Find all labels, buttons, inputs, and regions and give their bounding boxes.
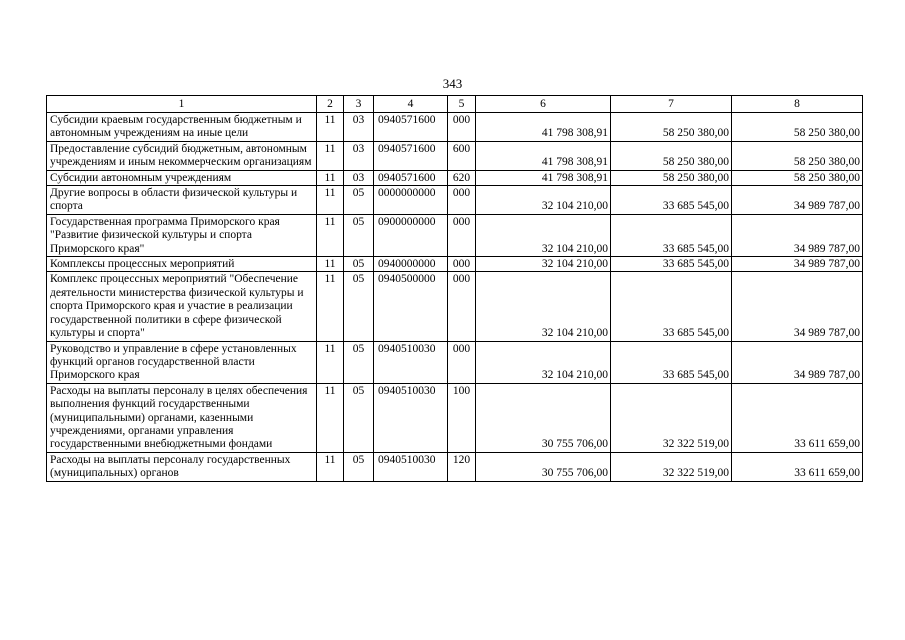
expense-type-cell: 100 — [448, 383, 476, 452]
expense-type-cell: 000 — [448, 272, 476, 341]
target-article-cell: 0940510030 — [374, 341, 448, 383]
amount-col6-cell: 30 755 706,00 — [476, 383, 611, 452]
budget-table — [46, 95, 863, 482]
amount-col7-cell: 33 685 545,00 — [611, 214, 732, 256]
section-code-cell: 11 — [317, 141, 344, 170]
subsection-code-cell: 05 — [344, 452, 374, 481]
expense-name-cell: Субсидии автономным учреждениям — [47, 170, 317, 185]
amount-col8-cell: 34 989 787,00 — [732, 257, 863, 272]
expense-type-cell: 600 — [448, 141, 476, 170]
amount-col8-cell: 33 611 659,00 — [732, 383, 863, 452]
section-code-cell: 11 — [317, 272, 344, 341]
amount-col6-cell: 32 104 210,00 — [476, 341, 611, 383]
table-row — [47, 141, 863, 170]
amount-col7-cell: 32 322 519,00 — [611, 452, 732, 481]
expense-name-cell: Расходы на выплаты персоналу в целях обеспечения выполнения функций государственными (муниципальными) органами, казенными учреждениями, органами управления государственными внебюджетными фондами — [47, 383, 317, 452]
target-article-cell: 0940510030 — [374, 383, 448, 452]
amount-col7-cell: 58 250 380,00 — [611, 170, 732, 185]
amount-col6-cell: 32 104 210,00 — [476, 272, 611, 341]
target-article-cell: 0940500000 — [374, 272, 448, 341]
expense-type-cell: 000 — [448, 113, 476, 142]
amount-col8-cell: 58 250 380,00 — [732, 170, 863, 185]
expense-type-cell: 000 — [448, 214, 476, 256]
amount-col8-cell: 33 611 659,00 — [732, 452, 863, 481]
amount-col7-cell: 33 685 545,00 — [611, 186, 732, 215]
section-code-cell: 11 — [317, 113, 344, 142]
target-article-cell: 0940571600 — [374, 141, 448, 170]
expense-name-cell: Субсидии краевым государственным бюджетным и автономным учреждениям на иные цели — [47, 113, 317, 142]
target-article-cell: 0900000000 — [374, 214, 448, 256]
table-row — [47, 452, 863, 481]
expense-type-cell: 120 — [448, 452, 476, 481]
expense-name-cell: Руководство и управление в сфере установленных функций органов государственной власти Приморского края — [47, 341, 317, 383]
header-cell: 7 — [611, 96, 732, 113]
target-article-cell: 0940571600 — [374, 170, 448, 185]
expense-type-cell: 620 — [448, 170, 476, 185]
subsection-code-cell: 05 — [344, 383, 374, 452]
expense-type-cell: 000 — [448, 257, 476, 272]
subsection-code-cell: 03 — [344, 170, 374, 185]
subsection-code-cell: 05 — [344, 272, 374, 341]
section-code-cell: 11 — [317, 257, 344, 272]
amount-col6-cell: 41 798 308,91 — [476, 170, 611, 185]
target-article-cell: 0940510030 — [374, 452, 448, 481]
section-code-cell: 11 — [317, 383, 344, 452]
amount-col6-cell: 41 798 308,91 — [476, 113, 611, 142]
amount-col6-cell: 41 798 308,91 — [476, 141, 611, 170]
subsection-code-cell: 03 — [344, 113, 374, 142]
target-article-cell: 0940571600 — [374, 113, 448, 142]
amount-col6-cell: 32 104 210,00 — [476, 257, 611, 272]
subsection-code-cell: 05 — [344, 186, 374, 215]
page-number: 343 — [442, 76, 463, 91]
expense-type-cell: 000 — [448, 186, 476, 215]
amount-col6-cell: 32 104 210,00 — [476, 214, 611, 256]
section-code-cell: 11 — [317, 341, 344, 383]
header-cell: 5 — [448, 96, 476, 113]
section-code-cell: 11 — [317, 186, 344, 215]
amount-col7-cell: 33 685 545,00 — [611, 272, 732, 341]
table-row — [47, 113, 863, 142]
expense-name-cell: Предоставление субсидий бюджетным, автономным учреждениям и иным некоммерческим организациям — [47, 141, 317, 170]
section-code-cell: 11 — [317, 214, 344, 256]
target-article-cell: 0000000000 — [374, 186, 448, 215]
amount-col8-cell: 34 989 787,00 — [732, 214, 863, 256]
header-cell: 8 — [732, 96, 863, 113]
amount-col7-cell: 33 685 545,00 — [611, 257, 732, 272]
amount-col8-cell: 58 250 380,00 — [732, 113, 863, 142]
amount-col6-cell: 30 755 706,00 — [476, 452, 611, 481]
amount-col8-cell: 34 989 787,00 — [732, 272, 863, 341]
section-code-cell: 11 — [317, 170, 344, 185]
table-row — [47, 272, 863, 341]
amount-col7-cell: 58 250 380,00 — [611, 113, 732, 142]
expense-name-cell: Расходы на выплаты персоналу государственных (муниципальных) органов — [47, 452, 317, 481]
subsection-code-cell: 05 — [344, 214, 374, 256]
amount-col7-cell: 58 250 380,00 — [611, 141, 732, 170]
amount-col8-cell: 58 250 380,00 — [732, 141, 863, 170]
expense-name-cell: Государственная программа Приморского края "Развитие физической культуры и спорта Приморского края" — [47, 214, 317, 256]
amount-col6-cell: 32 104 210,00 — [476, 186, 611, 215]
target-article-cell: 0940000000 — [374, 257, 448, 272]
table-row — [47, 170, 863, 185]
section-code-cell: 11 — [317, 452, 344, 481]
expense-type-cell: 000 — [448, 341, 476, 383]
table-row — [47, 383, 863, 452]
expense-name-cell: Другие вопросы в области физической культуры и спорта — [47, 186, 317, 215]
table-row — [47, 186, 863, 215]
header-cell: 3 — [344, 96, 374, 113]
amount-col8-cell: 34 989 787,00 — [732, 186, 863, 215]
amount-col7-cell: 33 685 545,00 — [611, 341, 732, 383]
subsection-code-cell: 03 — [344, 141, 374, 170]
table-row — [47, 341, 863, 383]
header-cell: 2 — [317, 96, 344, 113]
amount-col8-cell: 34 989 787,00 — [732, 341, 863, 383]
header-cell: 6 — [476, 96, 611, 113]
amount-col7-cell: 32 322 519,00 — [611, 383, 732, 452]
subsection-code-cell: 05 — [344, 257, 374, 272]
table-row — [47, 214, 863, 256]
table-row — [47, 257, 863, 272]
expense-name-cell: Комплекс процессных мероприятий "Обеспечение деятельности министерства физической культуры и спорта Приморского края и участие в реализации государственной политики в сфере физической культуры и спорта" — [47, 272, 317, 341]
expense-name-cell: Комплексы процессных мероприятий — [47, 257, 317, 272]
header-row — [47, 96, 863, 113]
header-cell: 4 — [374, 96, 448, 113]
subsection-code-cell: 05 — [344, 341, 374, 383]
header-cell: 1 — [47, 96, 317, 113]
